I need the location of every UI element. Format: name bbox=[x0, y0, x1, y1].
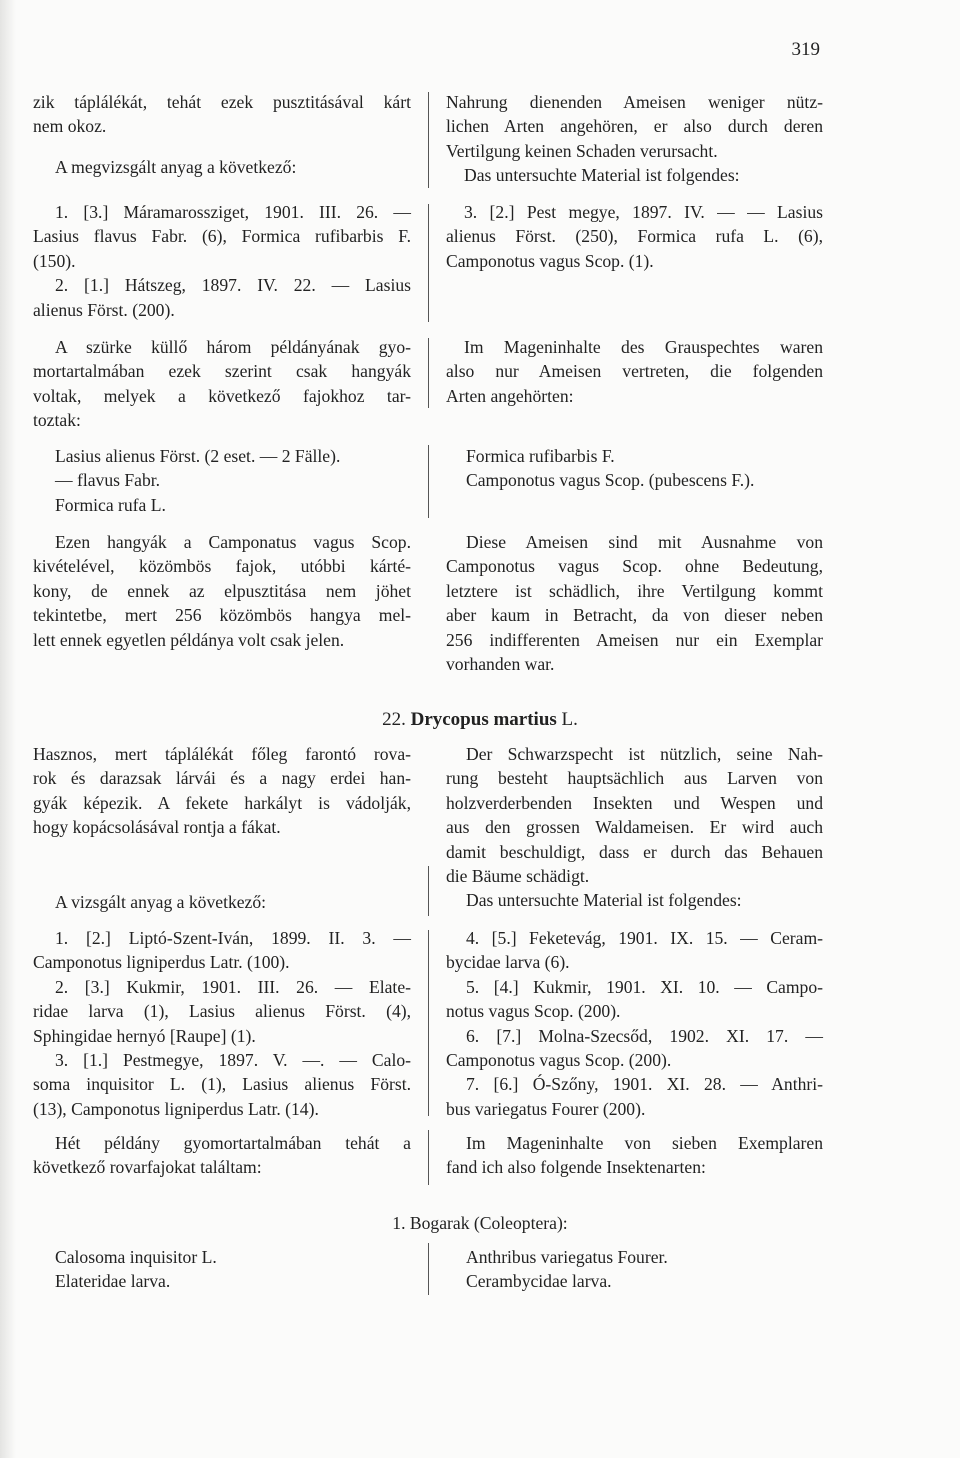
text-line: Hét példány gyomortartalmában tehát a bbox=[55, 1133, 411, 1153]
text-line: tekintetbe, mert 256 közömbös hangya mel- bbox=[33, 605, 411, 626]
record-line: bycidae larva (6). bbox=[446, 952, 570, 973]
de-records bbox=[446, 926, 823, 1121]
species-line: Lasius alienus Först. (2 eset. — 2 Fälle). bbox=[55, 446, 341, 466]
text-line: aus den grossen Waldameisen. Er wird auch bbox=[446, 817, 823, 838]
text-line: nem okoz. bbox=[33, 116, 107, 137]
text-line: Hasznos, mert táplálékát főleg farontó rova- bbox=[33, 744, 411, 764]
hu-species-list bbox=[33, 1245, 411, 1294]
column-rule bbox=[428, 1130, 429, 1185]
text-line: Ezen hangyák a Camponatus vagus Scop. bbox=[55, 532, 411, 552]
column-rule bbox=[428, 92, 429, 188]
text-line: hogy kopácsolásával rontja a fákat. bbox=[33, 817, 281, 838]
text-line: Nahrung dienenden Ameisen weniger nütz- bbox=[446, 92, 823, 112]
record-line: 2. [3.] Kukmir, 1901. III. 26. — Elate- bbox=[55, 976, 411, 997]
text-line: voltak, melyek a következő fajokhoz tar- bbox=[33, 385, 411, 406]
text-line: damit beschuldigt, dass er durch das Behauen bbox=[446, 841, 823, 862]
species-line: Camponotus vagus Scop. (pubescens F.). bbox=[466, 470, 755, 491]
hu-intro bbox=[33, 90, 411, 179]
column-rule bbox=[428, 445, 429, 518]
section-author: L. bbox=[561, 709, 578, 730]
section-title bbox=[0, 708, 960, 732]
record-line: (150). bbox=[33, 250, 76, 271]
hu-paragraph bbox=[33, 742, 411, 914]
record-line: 2. [1.] Hátszeg, 1897. IV. 22. — Lasius bbox=[55, 275, 411, 296]
record-line: 4. [5.] Feketevág, 1901. IX. 15. — Ceram- bbox=[466, 928, 823, 948]
text-line: fand ich also folgende Insektenarten: bbox=[446, 1157, 706, 1178]
text-line: kony, de ennek az elpusztitása nem jöhet bbox=[33, 580, 411, 601]
text-line: Arten angehörten: bbox=[446, 385, 574, 406]
hu-species-list bbox=[33, 444, 411, 517]
text-line: also nur Ameisen vertreten, die folgenden bbox=[446, 361, 823, 382]
text-line: letztere ist schädlich, ihre Vertilgung kommt bbox=[446, 580, 823, 601]
text-line: Das untersuchte Material ist folgendes: bbox=[464, 165, 740, 186]
de-paragraph bbox=[446, 742, 823, 913]
record-line: soma inquisitor L. (1), Lasius alienus Först. bbox=[33, 1074, 411, 1095]
record-line: (13), Camponotus ligniperdus Latr. (14). bbox=[33, 1098, 319, 1119]
record-line: Lasius flavus Fabr. (6), Formica rufibarbis F. bbox=[33, 226, 411, 247]
record-line: 7. [6.] Ó-Szőny, 1901. XI. 28. — Anthri- bbox=[466, 1074, 823, 1095]
page-number: 319 bbox=[791, 39, 820, 60]
species-line: Formica rufa L. bbox=[55, 494, 166, 515]
species-line: Elateridae larva. bbox=[55, 1271, 171, 1292]
de-intro bbox=[446, 90, 823, 188]
text-line: A vizsgált anyag a következő: bbox=[55, 891, 267, 912]
record-line: Camponotus vagus Scop. (1). bbox=[446, 250, 654, 271]
species-line: Cerambycidae larva. bbox=[466, 1271, 612, 1292]
de-records bbox=[446, 200, 823, 273]
text-line: rok és darazsak lárvái és a nagy erdei han- bbox=[33, 768, 411, 789]
text-line: Der Schwarzspecht ist nützlich, seine Nah- bbox=[466, 744, 823, 764]
column-rule bbox=[428, 930, 429, 1116]
text-line: Im Mageninhalte des Grauspechtes waren bbox=[464, 337, 823, 357]
column-rule bbox=[428, 204, 429, 322]
record-line: 3. [2.] Pest megye, 1897. IV. — — Lasius bbox=[464, 202, 823, 222]
record-line: ridae larva (1), Lasius alienus Först. (4), bbox=[33, 1001, 411, 1022]
record-line: alienus Först. (250), Formica rufa L. (6), bbox=[446, 226, 823, 247]
record-line: 6. [7.] Molna-Szecsőd, 1902. XI. 17. — bbox=[466, 1025, 823, 1046]
species-line: — flavus Fabr. bbox=[55, 470, 161, 491]
record-line: notus vagus Scop. (200). bbox=[446, 1001, 621, 1022]
hu-records bbox=[33, 926, 411, 1121]
record-line: 3. [1.] Pestmegye, 1897. V. —. — Calo- bbox=[55, 1050, 411, 1071]
text-line: Im Mageninhalte von sieben Exemplaren bbox=[466, 1133, 823, 1153]
text-line: die Bäume schädigt. bbox=[446, 866, 590, 887]
section-number: 22. bbox=[382, 709, 406, 730]
text-line: aber kaum in Betracht, da von dieser neben bbox=[446, 605, 823, 626]
text-line: Das untersuchte Material ist folgendes: bbox=[466, 890, 742, 911]
text-line: vorhanden war. bbox=[446, 654, 555, 675]
record-line: alienus Först. (200). bbox=[33, 299, 175, 320]
record-line: Sphingidae hernyó [Raupe] (1). bbox=[33, 1025, 256, 1046]
record-line: 5. [4.] Kukmir, 1901. XI. 10. — Campo- bbox=[466, 976, 823, 997]
text-line: lichen Arten angehören, er also durch deren bbox=[446, 116, 823, 137]
column-rule bbox=[428, 338, 429, 408]
text-line: zik táplálékát, tehát ezek pusztitásával kárt bbox=[33, 92, 411, 112]
de-paragraph bbox=[446, 530, 823, 676]
text-line: Camponotus vagus Scop. ohne Bedeutung, bbox=[446, 556, 823, 577]
text-line: A szürke küllő három példányának gyo- bbox=[55, 337, 411, 357]
text-line: lett ennek egyetlen példánya volt csak jelen. bbox=[33, 629, 345, 650]
text-line: rung besteht hauptsächlich aus Larven von bbox=[446, 768, 823, 789]
text-line: holzverderbenden Insekten und Wespen und bbox=[446, 792, 823, 813]
column-rule bbox=[428, 1243, 429, 1295]
column-rule bbox=[428, 866, 429, 916]
text-line: mortartalmában ezek szerint csak hangyák bbox=[33, 361, 411, 382]
hu-paragraph bbox=[33, 1131, 411, 1180]
hu-records bbox=[33, 200, 411, 322]
hu-paragraph bbox=[33, 335, 411, 433]
de-species-list bbox=[446, 1245, 823, 1294]
text-line: A megvizsgált anyag a következő: bbox=[55, 156, 297, 177]
subheading: 1. Bogarak (Coleoptera): bbox=[392, 1213, 568, 1233]
record-line: Camponotus ligniperdus Latr. (100). bbox=[33, 952, 290, 973]
de-paragraph bbox=[446, 1131, 823, 1180]
section-species-name: Drycopus martius bbox=[410, 709, 557, 730]
species-line: Formica rufibarbis F. bbox=[466, 446, 615, 466]
text-line: toztak: bbox=[33, 410, 81, 431]
text-line: következő rovarfajokat találtam: bbox=[33, 1157, 262, 1178]
text-line: kivételével, közömbös fajok, utóbbi kárté- bbox=[33, 556, 411, 577]
species-line: Anthribus variegatus Fourer. bbox=[466, 1247, 668, 1267]
record-line: 1. [2.] Liptó-Szent-Iván, 1899. II. 3. — bbox=[55, 928, 411, 948]
text-line: gyák képezik. A fekete harkályt is vádolják, bbox=[33, 792, 411, 813]
record-line: Camponotus vagus Scop. (200). bbox=[446, 1050, 672, 1071]
record-line: bus variegatus Fourer (200). bbox=[446, 1098, 646, 1119]
species-line: Calosoma inquisitor L. bbox=[55, 1247, 217, 1267]
hu-paragraph bbox=[33, 530, 411, 652]
text-line: 256 indifferenten Ameisen nur ein Exemplar bbox=[446, 629, 823, 650]
text-line: Diese Ameisen sind mit Ausnahme von bbox=[466, 532, 823, 552]
record-line: 1. [3.] Máramarossziget, 1901. III. 26. — bbox=[55, 202, 411, 222]
de-species-list bbox=[446, 444, 823, 493]
text-line: Vertilgung keinen Schaden verursacht. bbox=[446, 140, 718, 161]
de-paragraph bbox=[446, 335, 823, 408]
